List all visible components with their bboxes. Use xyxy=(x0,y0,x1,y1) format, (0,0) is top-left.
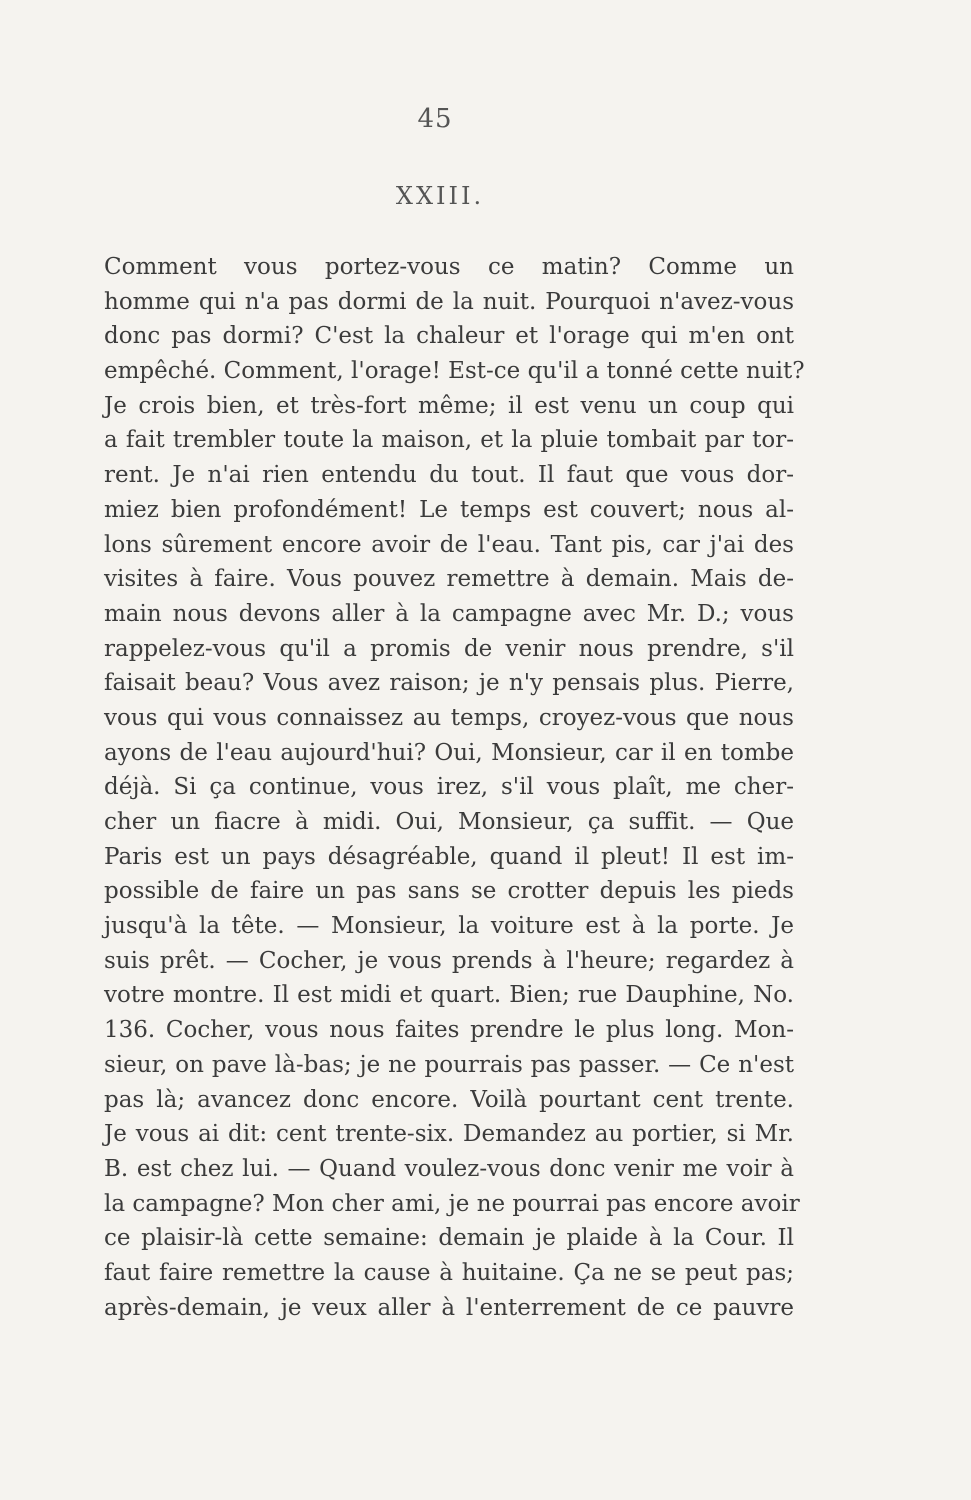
text-line: après-demain, je veux aller à l'enterrement de ce pauvre xyxy=(104,1294,794,1321)
text-line: votre montre. Il est midi et quart. Bien; rue Dauphine, No. xyxy=(104,982,794,1009)
text-line: miez bien profondément! Le temps est couvert; nous al- xyxy=(104,496,794,523)
body-text xyxy=(104,250,805,1325)
text-line: Je vous ai dit: cent trente-six. Demandez au portier, si Mr. xyxy=(104,1121,794,1148)
text-line: sieur, on pave là-bas; je ne pourrais pas passer. — Ce n'est xyxy=(104,1051,794,1078)
text-line: lons sûrement encore avoir de l'eau. Tant pis, car j'ai des xyxy=(104,531,794,558)
text-line: visites à faire. Vous pouvez remettre à demain. Mais de- xyxy=(104,566,794,593)
text-line: Comment vous portez-vous ce matin? Comme un xyxy=(104,254,794,280)
text-line: vous qui vous connaissez au temps, croyez-vous que nous xyxy=(104,704,794,731)
text-line: donc pas dormi? C'est la chaleur et l'orage qui m'en ont xyxy=(104,323,794,350)
text-line: a fait trembler toute la maison, et la pluie tombait par tor- xyxy=(104,427,794,454)
text-line: suis prêt. — Cocher, je vous prends à l'heure; regardez à xyxy=(104,947,794,974)
text-line: ce plaisir-là cette semaine: demain je plaide à la Cour. Il xyxy=(104,1225,794,1252)
text-line: déjà. Si ça continue, vous irez, s'il vous plaît, me cher- xyxy=(104,774,794,801)
text-line: la campagne? Mon cher ami, je ne pourrai pas encore avoir xyxy=(104,1190,800,1217)
chapter-heading: XXIII. xyxy=(395,182,485,210)
text-line: jusqu'à la tête. — Monsieur, la voiture est à la porte. Je xyxy=(104,913,794,940)
text-line: faut faire remettre la cause à huitaine. Ça ne se peut pas; xyxy=(104,1259,794,1286)
text-line: cher un fiacre à midi. Oui, Monsieur, ça suffit. — Que xyxy=(104,809,794,835)
text-line: Paris est un pays désagréable, quand il pleut! Il est im- xyxy=(104,843,794,870)
text-line: 136. Cocher, vous nous faites prendre le plus long. Mon- xyxy=(104,1017,794,1044)
text-line: faisait beau? Vous avez raison; je n'y pensais plus. Pierre, xyxy=(104,670,794,697)
text-line: main nous devons aller à la campagne avec Mr. D.; vous xyxy=(104,600,794,627)
text-line: empêché. Comment, l'orage! Est-ce qu'il a tonné cette nuit? xyxy=(104,358,805,385)
text-line: pas là; avancez donc encore. Voilà pourtant cent trente. xyxy=(104,1086,794,1113)
text-line: rent. Je n'ai rien entendu du tout. Il faut que vous dor- xyxy=(104,462,794,489)
text-line: homme qui n'a pas dormi de la nuit. Pourquoi n'avez-vous xyxy=(104,288,794,315)
text-line: B. est chez lui. — Quand voulez-vous donc venir me voir à xyxy=(104,1155,794,1182)
text-line: rappelez-vous qu'il a promis de venir nous prendre, s'il xyxy=(104,635,794,662)
text-line: Je crois bien, et très-fort même; il est venu un coup qui xyxy=(104,392,794,419)
text-line: ayons de l'eau aujourd'hui? Oui, Monsieur, car il en tombe xyxy=(104,739,794,766)
page-number: 45 xyxy=(417,104,453,134)
text-line: possible de faire un pas sans se crotter depuis les pieds xyxy=(104,878,794,905)
